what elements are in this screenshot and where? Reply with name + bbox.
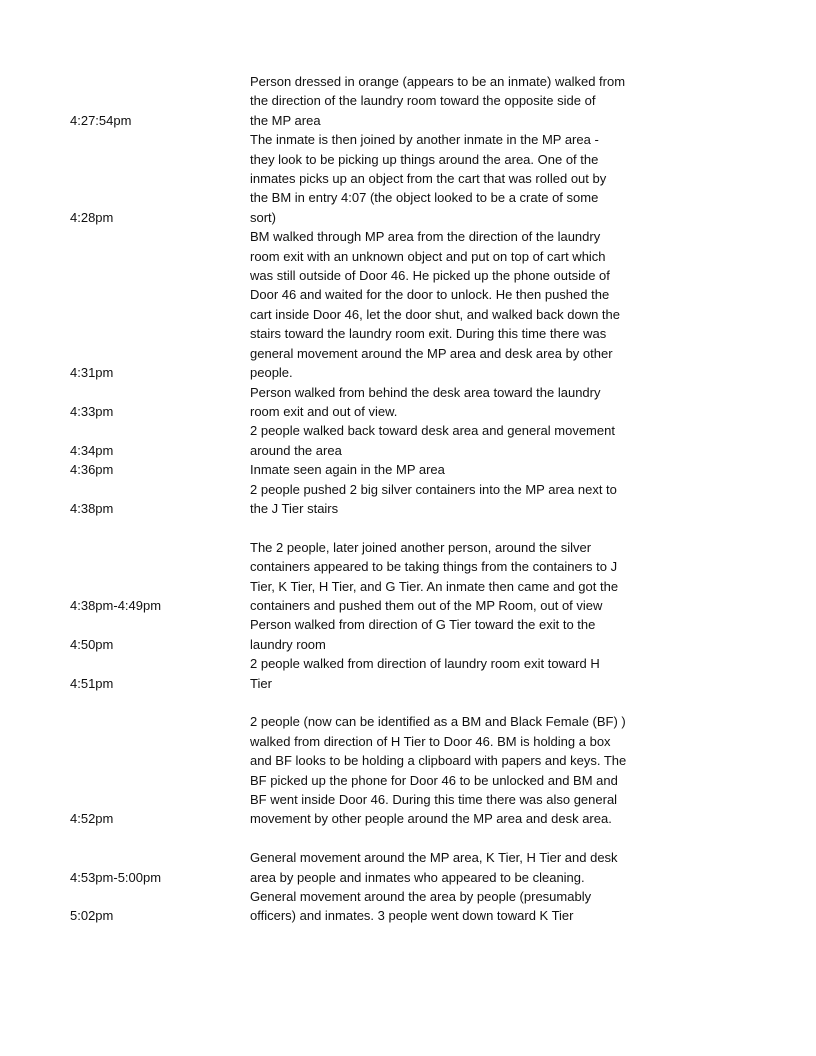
entry-description: Person walked from behind the desk area toward the laundry room exit and out of view. [250, 384, 601, 419]
log-entry [0, 72, 816, 130]
entry-description: 2 people walked from direction of laundry room exit toward H Tier [250, 656, 600, 691]
log-entry [0, 227, 816, 382]
log-entry [0, 654, 816, 693]
entry-description: The inmate is then joined by another inmate in the MP area - they look to be picking up things around the area. One of the inmates picks up an object from the cart that was rolled out by the BM in entry 4:07 (the object looked to be a crate of some sort) [250, 132, 607, 225]
log-entry [0, 480, 816, 519]
entry-description: General movement around the area by people (presumably officers) and inmates. 3 people went down toward K Tier [250, 889, 592, 924]
entry-description: The 2 people, later joined another person, around the silver containers appeared to be taking things from the containers to J Tier, K Tier, H Tier, and G Tier. An inmate then came and got the containers and pushed them out of the MP Room, out of view [250, 539, 619, 613]
entry-description: Person walked from direction of G Tier toward the exit to the laundry room [250, 617, 596, 652]
entry-time: 5:02pm [70, 908, 114, 924]
log-entry [0, 538, 816, 616]
entry-description: BM walked through MP area from the direction of the laundry room exit with an unknown object and put on top of cart which was still outside of Door 46. He picked up the phone outside of Door 46 and waited for the door to unlock. He then pushed the cart inside Door 46, let the door shut, and walked back down the stairs toward the laundry room exit. During this time there was general movement around the MP area and desk area by other people. [250, 229, 620, 381]
entry-time: 4:50pm [70, 636, 114, 652]
entry-description: Inmate seen again in the MP area [250, 462, 445, 478]
entry-time: 4:38pm [70, 500, 114, 516]
log-entry [0, 887, 816, 926]
entry-description: General movement around the MP area, K Tier, H Tier and desk area by people and inmates who appeared to be cleaning. [250, 850, 618, 885]
entry-time: 4:31pm [70, 365, 114, 381]
log-page [0, 72, 816, 926]
log-entry [0, 421, 816, 460]
entry-description: 2 people (now can be identified as a BM and Black Female (BF) ) walked from direction of H Tier to Door 46. BM is holding a box and BF looks to be holding a clipboard with papers and keys. The BF picked up the phone for Door 46 to be unlocked and BM and BF went inside Door 46. During this time there was also general movement by other people around the MP area and desk area. [250, 714, 627, 827]
log-entry [0, 460, 816, 479]
entry-time: 4:52pm [70, 811, 114, 827]
log-entry [0, 712, 816, 828]
entry-time: 4:36pm [70, 462, 114, 478]
log-entry [0, 383, 816, 422]
entry-description: Person dressed in orange (appears to be an inmate) walked from the direction of the laundry room toward the opposite side of the MP area [250, 74, 626, 128]
entry-time: 4:53pm-5:00pm [70, 869, 162, 885]
entry-time: 4:27:54pm [70, 112, 132, 128]
entry-time: 4:28pm [70, 209, 114, 225]
log-entry [0, 130, 816, 227]
entry-time: 4:51pm [70, 675, 114, 691]
log-entry [0, 615, 816, 654]
entry-description: 2 people walked back toward desk area and general movement around the area [250, 423, 615, 458]
entry-description: 2 people pushed 2 big silver containers into the MP area next to the J Tier stairs [250, 481, 617, 516]
entry-time: 4:33pm [70, 403, 114, 419]
entry-time: 4:34pm [70, 442, 114, 458]
log-entry [0, 848, 816, 887]
entry-time: 4:38pm-4:49pm [70, 597, 162, 613]
